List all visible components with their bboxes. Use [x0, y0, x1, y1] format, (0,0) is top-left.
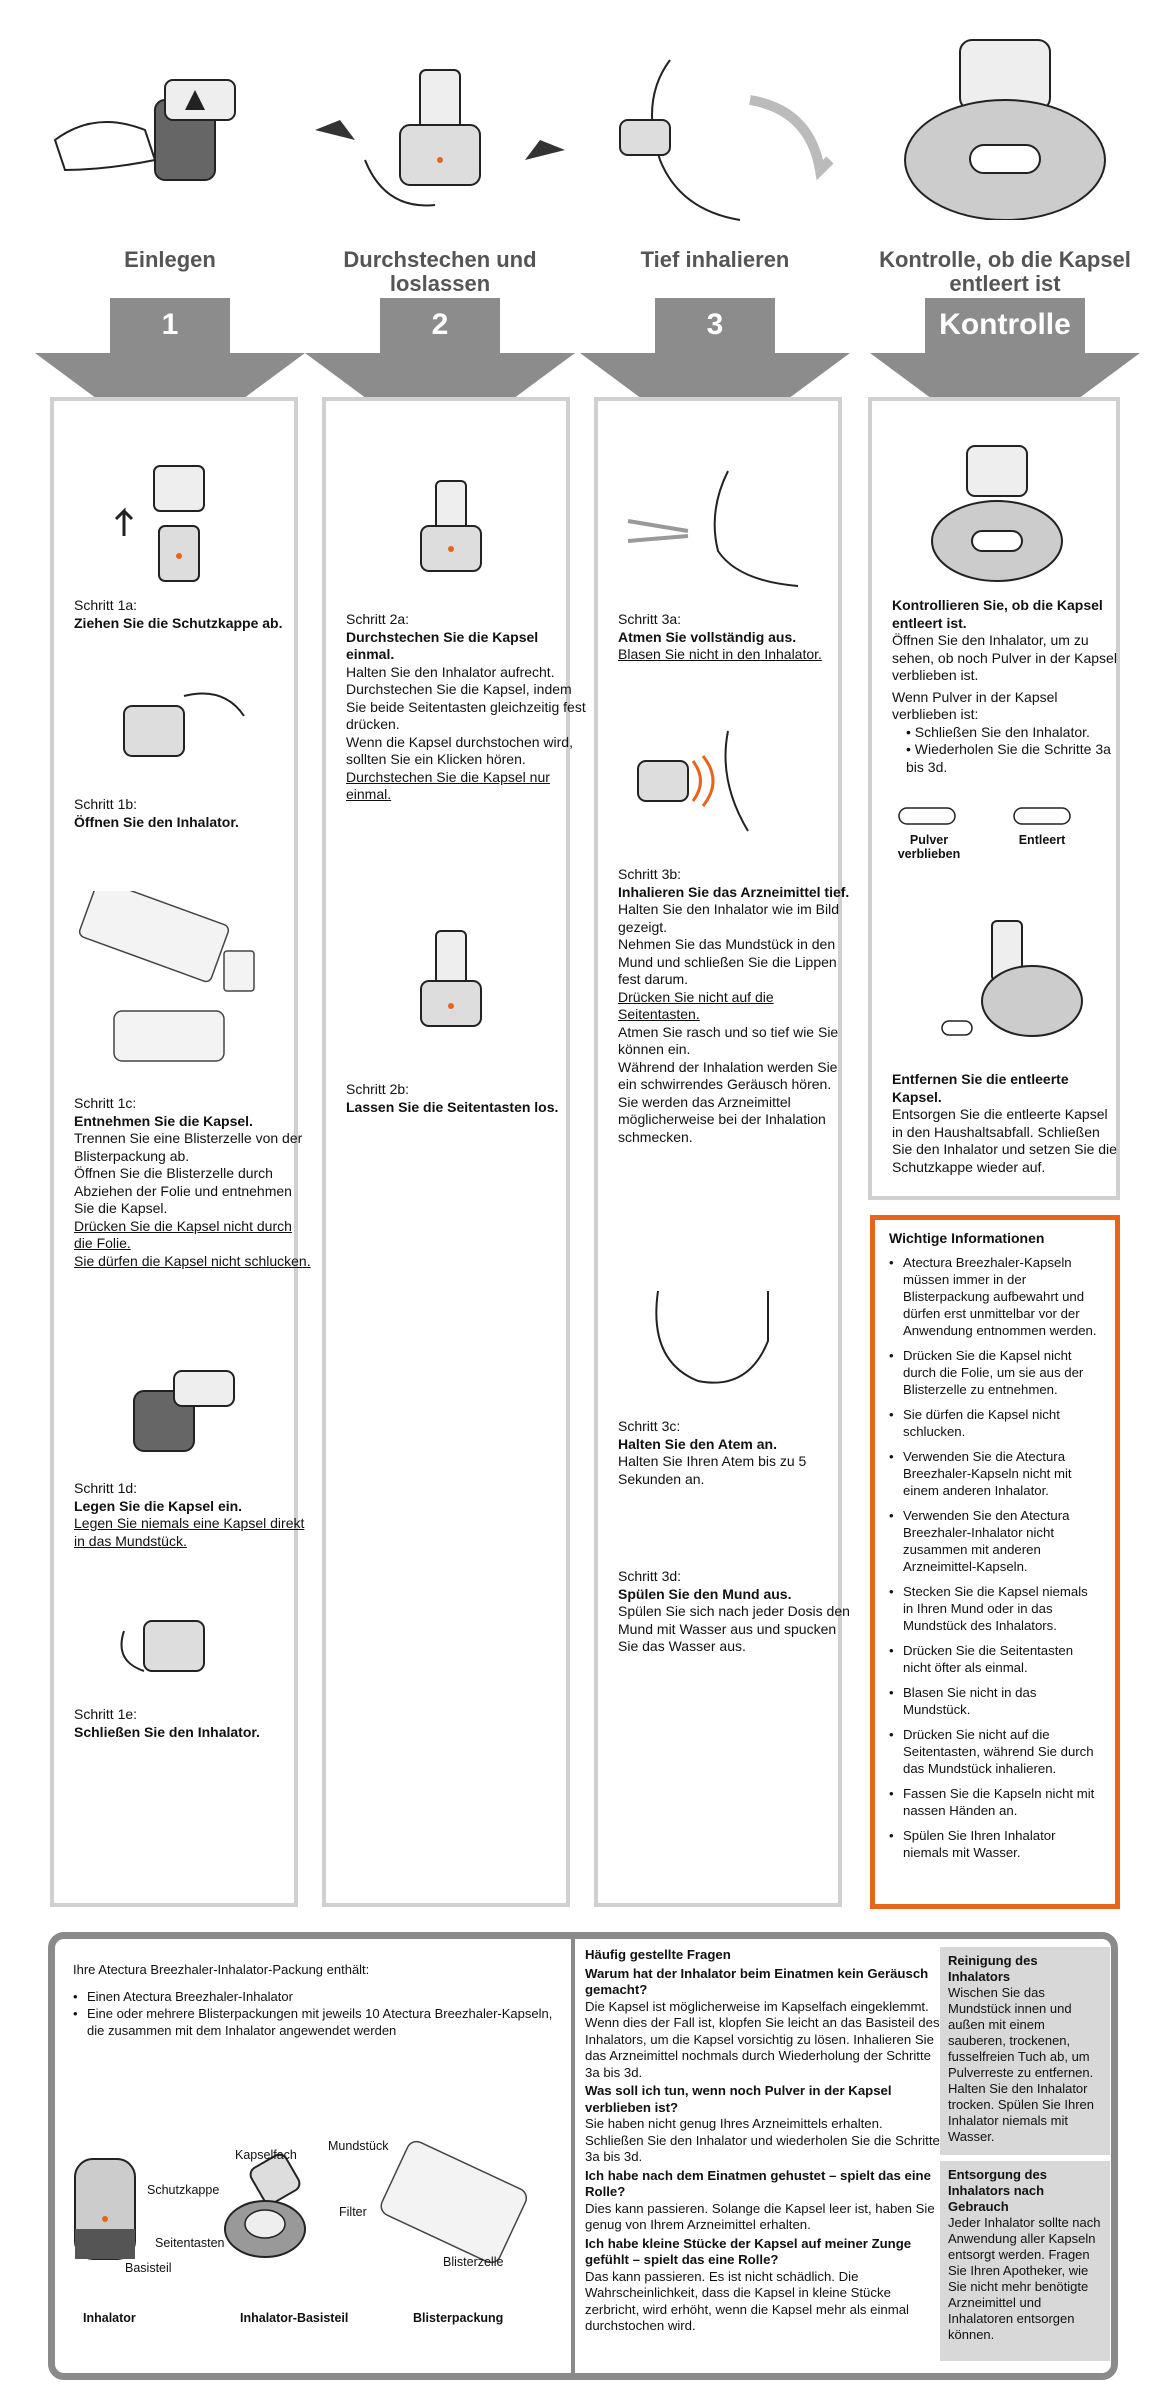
check-capsule-text: Kontrollieren Sie, ob die Kapsel entleert ist. Öffnen Sie den Inhalator, um zu sehen, ob noch Pulver in der Kapsel verblieben ist. Wenn Pulver in der Kapsel verblieben ist: • Schließen Sie den Inhalator. • Wiederholen Sie die Schritte 3a bis 3d. [892, 597, 1117, 775]
info-title: Wichtige Informationen [889, 1230, 1045, 1246]
step-1e: Schritt 1e: Schließen Sie den Inhalator. [74, 1706, 260, 1740]
step-2a: Schritt 2a: Durchstechen Sie die Kapsel einmal. Halten Sie den Inhalator aufrecht. Durchstechen Sie die Kapsel, indem Sie beide Seitentasten gleichzeitig fest drücken. Wenn die Kapsel durchstochen wird, sollten Sie ein Klicken hören. Durchstechen Sie die Kapsel nur einmal. [346, 611, 586, 802]
capsule-empty-label: Entleert [1018, 833, 1066, 847]
open-inhaler-illustration [84, 666, 264, 776]
list-item: • Verwenden Sie die Atectura Breezhaler-Kapseln nicht mit einem anderen Inhalator. [889, 1448, 1101, 1499]
list-item: • Stecken Sie die Kapsel niemals in Ihren Mund oder in das Mundstück des Inhalators. [889, 1583, 1101, 1634]
label-mundstueck: Mundstück [328, 2139, 389, 2153]
column-title: Tief inhalieren [640, 247, 790, 272]
arrow-number: 3 [706, 308, 724, 341]
divider [571, 1939, 575, 2373]
exhale-illustration [618, 461, 818, 591]
panel-control [868, 397, 1120, 1200]
list-item: • Atectura Breezhaler-Kapseln müssen immer in der Blisterpackung aufbewahrt und dürfen erst unmittelbar vor der Anwendung entnommen werden. [889, 1254, 1101, 1339]
panel-step-1 [50, 397, 311, 1907]
step-3d: Schritt 3d: Spülen Sie den Mund aus. Spülen Sie sich nach jeder Dosis den Mund mit Wasser aus und spucken Sie das Wasser aus. [618, 1568, 850, 1654]
arrow-number: 1 [161, 308, 179, 341]
cleaning-box: Reinigung des Inhalators Wischen Sie das Mundstück innen und außen mit einem sauberen, trockenen, fusselfreien Tuch ab, um Pulverreste zu entfernen. Halten Sie den Inhalator trocken. Spülen Sie Ihren Inhalator niemals mit Wasser. [940, 1947, 1110, 2155]
capsule-full-icon [897, 806, 957, 826]
package-contents: Ihre Atectura Breezhaler-Inhalator-Packung enthält: • Einen Atectura Breezhaler-Inhalator • Eine oder mehrere Blisterpackungen mit jeweils 10 Atectura Breezhaler-Kapseln, die zusammen mit dem Inhalator angewendet werden [73, 1961, 573, 2039]
remove-empty-capsule-illustration [932, 911, 1092, 1051]
remove-cap-illustration [114, 456, 254, 596]
label-filter: Filter [339, 2205, 367, 2219]
panel-step-2 [322, 397, 586, 1907]
column-title: Einlegen [124, 247, 216, 272]
label-inhalator-basisteil: Inhalator-Basisteil [240, 2311, 349, 2325]
panel-step-3 [594, 397, 850, 1907]
step-1a: Schritt 1a: Ziehen Sie die Schutzkappe ab. [74, 597, 283, 631]
label-inhalator: Inhalator [83, 2311, 136, 2325]
insert-capsule-illustration [35, 40, 305, 230]
close-inhaler-illustration [84, 1581, 264, 1691]
list-item: • Eine oder mehrere Blisterpackungen mit jeweils 10 Atectura Breezhaler-Kapseln, die zusammen mit dem Inhalator angewendet werden [73, 2005, 573, 2039]
dispose-capsule-text: Entfernen Sie die entleerte Kapsel. Entsorgen Sie die entleerte Kapsel in den Haushaltsabfall. Schließen Sie den Inhalator und setzen Sie die Schutzkappe wieder auf. [892, 1071, 1117, 1175]
column-title: Kontrolle, ob die Kapsel entleert ist [879, 247, 1131, 296]
column-title: Durchstechen und loslassen [343, 247, 537, 296]
list-item: • Drücken Sie die Seitentasten nicht öfter als einmal. [889, 1642, 1101, 1676]
step-3a: Schritt 3a: Atmen Sie vollständig aus. Blasen Sie nicht in den Inhalator. [618, 611, 822, 662]
release-buttons-illustration [366, 921, 536, 1061]
step-3c: Schritt 3c: Halten Sie den Atem an. Halten Sie Ihren Atem bis zu 5 Sekunden an. [618, 1418, 807, 1487]
step-3b: Schritt 3b: Inhalieren Sie das Arzneimittel tief. Halten Sie den Inhalator wie im Bild gezeigt. Nehmen Sie das Mundstück in den Mund und schließen Sie die Lippen fest darum. Drücken Sie nicht auf die Seitentasten. Atmen Sie rasch und so tief wie Sie können ein. Während der Inhalation werden Sie ein schwirrendes Geräusch hören. Sie werden das Arzneimittel möglicherweise bei der Inhalation schmecken. [618, 866, 850, 1145]
list-item: • Einen Atectura Breezhaler-Inhalator [73, 1988, 573, 2005]
label-schutzkappe: Schutzkappe [147, 2183, 220, 2197]
disposal-box: Entsorgung des Inhalators nach Gebrauch Jeder Inhalator sollte nach Anwendung aller Kapseln entsorgt werden. Fragen Sie Ihren Apotheker, wie Sie nicht mehr benötigte Arzneimittel und Inhalatoren entsorgen können. [940, 2161, 1110, 2361]
pierce-capsule-illustration [305, 40, 575, 230]
hold-breath-illustration [628, 1281, 798, 1401]
list-item: • Drücken Sie die Kapsel nicht durch die Folie, um sie aus der Blisterzelle zu entnehmen. [889, 1347, 1101, 1398]
pierce-illustration [366, 471, 536, 591]
check-capsule-illustration [870, 30, 1140, 220]
step-2b: Schritt 2b: Lassen Sie die Seitentasten los. [346, 1081, 559, 1115]
important-info-box [870, 1215, 1120, 1909]
capsule-full-label: Pulver verblieben [897, 833, 961, 861]
label-basisteil: Basisteil [125, 2261, 172, 2275]
faq-section: Häufig gestellte Fragen Warum hat der Inhalator beim Einatmen kein Geräusch gemacht? Die Kapsel ist möglicherweise im Kapselfach eingeklemmt. Wenn dies der Fall ist, klopfen Sie leicht an das Basisteil des Inhalators, um die Kapsel vorsichtig zu lösen. Inhalieren Sie das Arzneimittel nochmals durch Wiederholung der Schritte 3a bis 3d. Was soll ich tun, wenn noch Pulver in der Kapsel verblieben ist? Sie haben nicht genug Ihres Arzneimittels erhalten. Schließen Sie den Inhalator und wiederholen Sie die Schritte 3a bis 3d. Ich habe nach dem Einatmen gehustet – spielt das eine Rolle? Dies kann passieren. Solange die Kapsel leer ist, haben Sie genug von Ihrem Arzneimittel erhalten. Ich habe kleine Stücke der Kapsel auf meiner Zunge gefühlt – spielt das eine Rolle? Das kann passieren. Es ist nicht schädlich. Die Wahrscheinlichkeit, dass die Kapsel in kleine Stücke zerbricht, wird erhöht, wenn die Kapsel mehr als einmal durchstochen wird. [585, 1947, 940, 2333]
list-item: • Verwenden Sie den Atectura Breezhaler-Inhalator nicht zusammen mit anderen Arzneimittel-Kapseln. [889, 1507, 1101, 1575]
faq-title: Häufig gestellte Fragen [585, 1947, 731, 1962]
arrow-number: Kontrolle [939, 308, 1071, 341]
inhale-illustration [580, 40, 850, 230]
inhale-deep-illustration [618, 721, 818, 851]
label-seitentasten: Seitentasten [155, 2236, 225, 2250]
capsule-empty-icon [1012, 806, 1072, 826]
open-inhaler-check-illustration [922, 441, 1072, 591]
step-1c: Schritt 1c: Entnehmen Sie die Kapsel. Trennen Sie eine Blisterzelle von der Blisterpackung ab. Öffnen Sie die Blisterzelle durch Abziehen der Folie und entnehmen Sie die Kapsel. Drücken Sie die Kapsel nicht durch die Folie. Sie dürfen die Kapsel nicht schlucken. [74, 1095, 311, 1269]
step-1b: Schritt 1b: Öffnen Sie den Inhalator. [74, 796, 239, 830]
arrow-number: 2 [431, 308, 449, 341]
label-kapselfach: Kapselfach [235, 2148, 297, 2162]
blister-illustration [74, 891, 284, 1081]
list-item: • Sie dürfen die Kapsel nicht schlucken. [889, 1406, 1101, 1440]
insert-capsule-small-illustration [84, 1351, 264, 1471]
list-item: • Spülen Sie Ihren Inhalator niemals mit Wasser. [889, 1827, 1101, 1861]
bottom-info-panel [48, 1932, 1118, 2380]
step-1d: Schritt 1d: Legen Sie die Kapsel ein. Legen Sie niemals eine Kapsel direkt in das Mundstück. [74, 1480, 305, 1549]
label-blisterpackung: Blisterpackung [413, 2311, 504, 2325]
label-blisterzelle: Blisterzelle [443, 2255, 504, 2269]
list-item: • Blasen Sie nicht in das Mundstück. [889, 1684, 1101, 1718]
list-item: • Drücken Sie nicht auf die Seitentasten, während Sie durch das Mundstück inhalieren. [889, 1726, 1101, 1777]
info-list [889, 1254, 1101, 1861]
list-item: • Fassen Sie die Kapseln nicht mit nassen Händen an. [889, 1785, 1101, 1819]
